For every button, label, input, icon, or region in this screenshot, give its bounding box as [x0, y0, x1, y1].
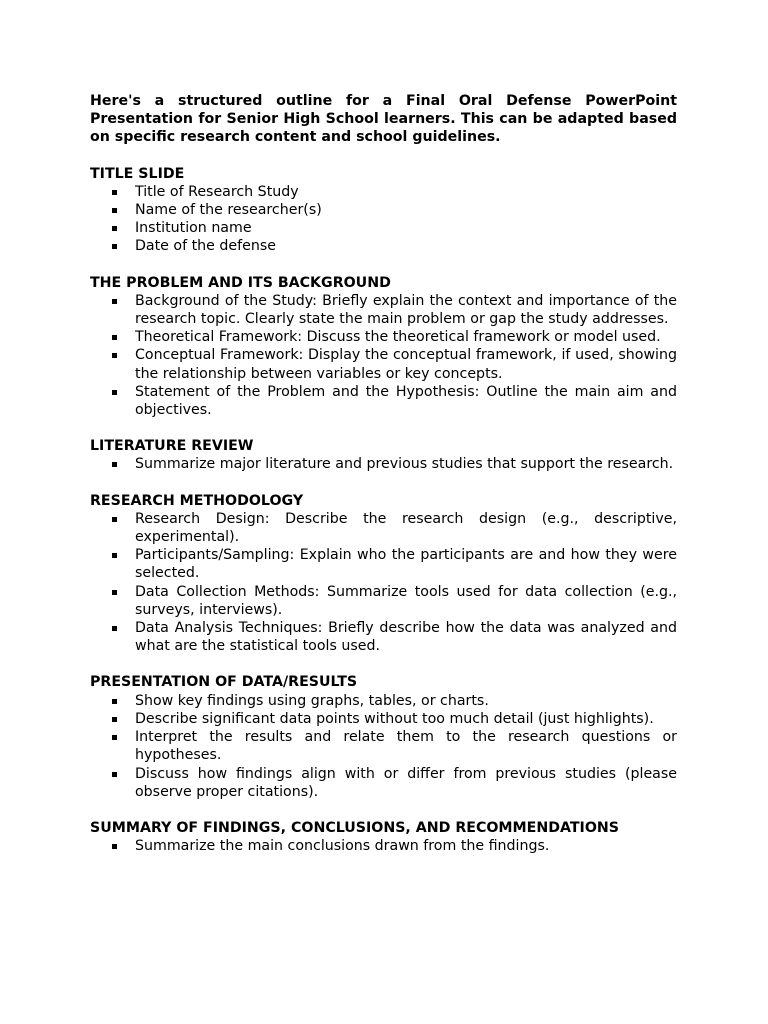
list-item-text: Interpret the results and relate them to the research questions or hypotheses.: [135, 729, 677, 764]
intro-paragraph: Here's a structured outline for a Final Oral Defense PowerPoint Presentation for Senior High School learners. This can be adapted based on specific research content and school guidelines.: [90, 93, 677, 146]
square-bullet-icon: [112, 517, 117, 522]
list-item: [90, 546, 677, 582]
list-item-text: Summarize major literature and previous studies that support the research.: [135, 456, 674, 473]
square-bullet-icon: [112, 772, 117, 777]
list-item-text: Participants/Sampling: Explain who the participants are and how they were selected.: [135, 547, 677, 582]
list-item-text: Conceptual Framework: Display the conceptual framework, if used, showing the relationship between variables or key concepts.: [135, 347, 677, 382]
list-item-text: Summarize the main conclusions drawn from the findings.: [135, 838, 550, 855]
list-item: [90, 765, 677, 801]
square-bullet-icon: [112, 699, 117, 704]
list-item-text: Title of Research Study: [135, 183, 299, 200]
bullet-list: [90, 455, 677, 473]
square-bullet-icon: [112, 553, 117, 558]
list-item: [90, 619, 677, 655]
section-heading: RESEARCH METHODOLOGY: [90, 492, 304, 509]
square-bullet-icon: [112, 462, 117, 467]
square-bullet-icon: [112, 735, 117, 740]
list-item-text: Institution name: [135, 220, 252, 237]
list-item: [90, 455, 677, 473]
section-heading: TITLE SLIDE: [90, 165, 185, 182]
square-bullet-icon: [112, 844, 117, 849]
square-bullet-icon: [112, 226, 117, 231]
list-item: [90, 237, 677, 255]
bullet-list: [90, 183, 677, 256]
square-bullet-icon: [112, 190, 117, 195]
bullet-list: [90, 692, 677, 801]
list-item-text: Discuss how findings align with or differ from previous studies (please observe proper citations).: [135, 765, 677, 800]
list-item: [90, 837, 677, 855]
square-bullet-icon: [112, 208, 117, 213]
outline-section: [90, 492, 677, 656]
list-item: [90, 510, 677, 546]
bullet-list: [90, 510, 677, 656]
section-heading: LITERATURE REVIEW: [90, 438, 254, 455]
section-heading: SUMMARY OF FINDINGS, CONCLUSIONS, AND RECOMMENDATIONS: [90, 819, 619, 836]
square-bullet-icon: [112, 590, 117, 595]
list-item: [90, 328, 677, 346]
list-item: [90, 201, 677, 219]
section-heading: PRESENTATION OF DATA/RESULTS: [90, 674, 358, 691]
list-item: [90, 583, 677, 619]
square-bullet-icon: [112, 353, 117, 358]
square-bullet-icon: [112, 626, 117, 631]
list-item-text: Show key findings using graphs, tables, or charts.: [135, 692, 489, 709]
outline-section: [90, 819, 677, 855]
outline-section: [90, 274, 677, 420]
section-heading: THE PROBLEM AND ITS BACKGROUND: [90, 274, 391, 291]
list-item-text: Data Analysis Techniques: Briefly describe how the data was analyzed and what are the statistical tools used.: [135, 620, 677, 655]
list-item-text: Statement of the Problem and the Hypothesis: Outline the main aim and objectives.: [135, 383, 677, 419]
list-item: [90, 710, 677, 728]
list-item: [90, 692, 677, 710]
document-page: [90, 92, 677, 873]
bullet-list: [90, 292, 677, 419]
square-bullet-icon: [112, 390, 117, 395]
bullet-list: [90, 837, 677, 855]
list-item-text: Date of the defense: [135, 238, 276, 255]
list-item: [90, 346, 677, 382]
square-bullet-icon: [112, 299, 117, 304]
outline-section: [90, 437, 677, 473]
list-item: [90, 383, 677, 419]
list-item-text: Name of the researcher(s): [135, 202, 322, 219]
square-bullet-icon: [112, 244, 117, 249]
list-item-text: Research Design: Describe the research design (e.g., descriptive, experimental).: [135, 510, 677, 546]
list-item: [90, 219, 677, 237]
list-item: [90, 183, 677, 201]
outline-sections: [90, 165, 677, 856]
list-item: [90, 728, 677, 764]
outline-section: [90, 165, 677, 256]
list-item: [90, 292, 677, 328]
list-item-text: Data Collection Methods: Summarize tools used for data collection (e.g., surveys, interviews).: [135, 583, 677, 618]
list-item-text: Theoretical Framework: Discuss the theoretical framework or model used.: [135, 329, 661, 346]
outline-section: [90, 673, 677, 800]
square-bullet-icon: [112, 717, 117, 722]
square-bullet-icon: [112, 335, 117, 340]
list-item-text: Background of the Study: Briefly explain the context and importance of the research topic. Clearly state the main problem or gap the study addresses.: [135, 292, 677, 328]
list-item-text: Describe significant data points without too much detail (just highlights).: [135, 710, 654, 727]
